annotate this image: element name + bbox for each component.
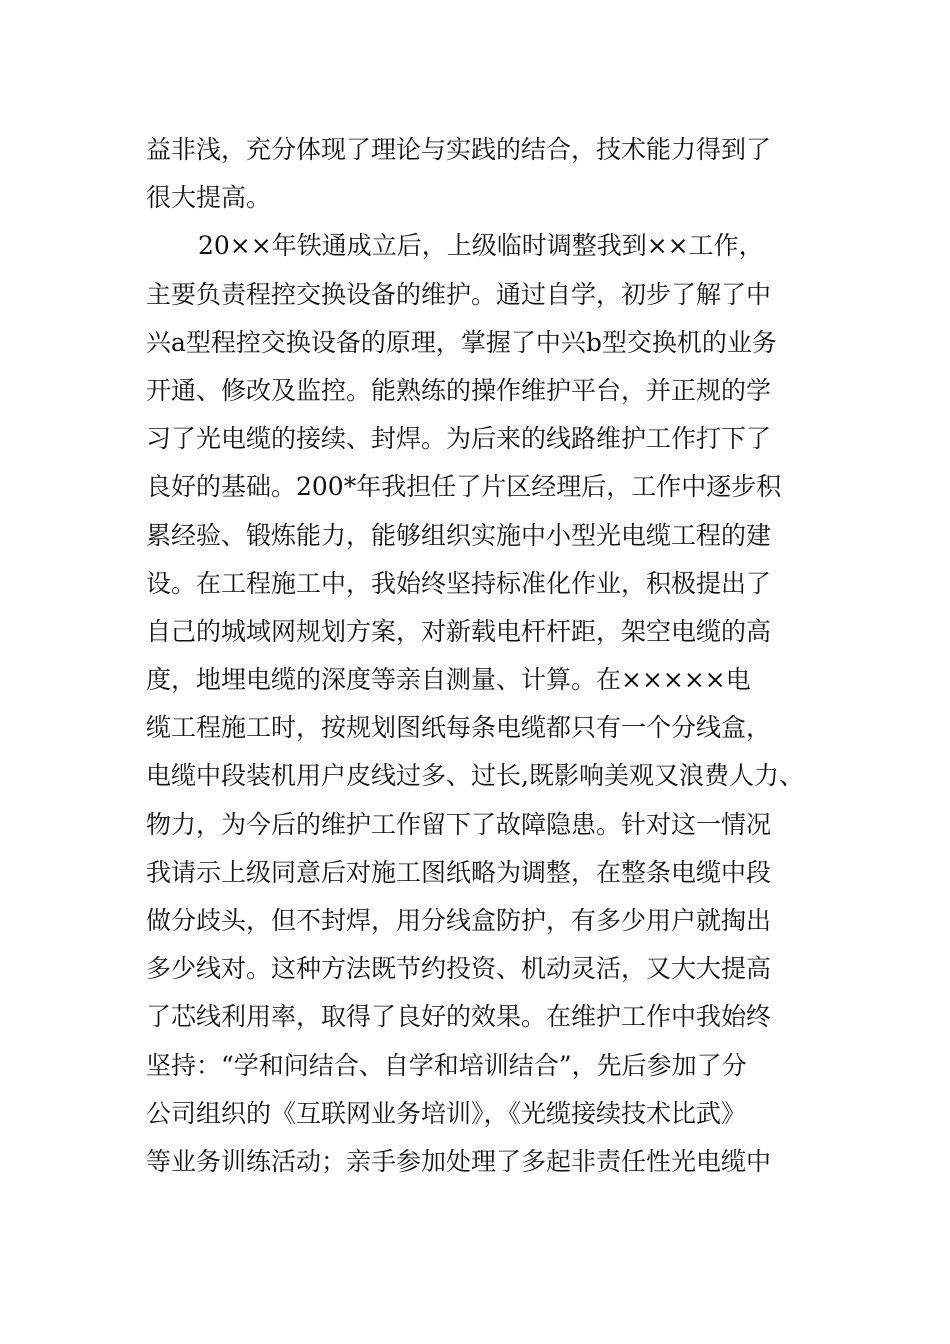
- text-line: 良好的基础。200*年我担任了片区经理后，工作中逐步积: [146, 472, 782, 502]
- text-line: 缆工程施工时，按规划图纸每条电缆都只有一个分线盒，: [146, 713, 772, 743]
- text-line: 度，地埋电缆的深度等亲自测量、计算。在×××××电: [146, 665, 751, 695]
- text-line: 坚持：“学和问结合、自学和培训结合”，先后参加了分: [146, 1050, 747, 1080]
- body-text: [146, 126, 826, 1186]
- text-line: 做分歧头，但不封焊，用分线盒防护，有多少用户就掏出: [146, 906, 772, 935]
- text-line: 了芯线利用率，取得了良好的效果。在维护工作中我始终: [146, 1002, 772, 1032]
- text-line: 设。在工程施工中，我始终坚持标准化作业，积极提出了: [146, 568, 772, 598]
- text-line: 累经验、锻炼能力，能够组织实施中小型光电缆工程的建: [146, 520, 772, 550]
- text-line: 多少线对。这种方法既节约投资、机动灵活，又大大提高: [146, 954, 772, 984]
- text-line: 电缆中段装机用户皮线过多、过长,既影响美观又浪费人力、: [146, 761, 804, 791]
- text-line: 我请示上级同意后对施工图纸略为调整，在整条电缆中段: [146, 857, 772, 887]
- text-line: 习了光电缆的接续、封焊。为后来的线路维护工作打下了: [146, 424, 772, 454]
- paragraph-start-line: 20××年铁通成立后，上级临时调整我到××工作，: [198, 231, 764, 261]
- text-line: 开通、修改及监控。能熟练的操作维护平台，并正规的学: [146, 375, 772, 405]
- text-line: 物力，为今后的维护工作留下了故障隐患。针对这一情况: [146, 809, 772, 839]
- text-line: 主要负责程控交换设备的维护。通过自学，初步了解了中: [146, 279, 772, 309]
- text-line: 等业务训练活动；亲手参加处理了多起非责任性光电缆中: [146, 1146, 772, 1176]
- text-line: 兴a型程控交换设备的原理，掌握了中兴b型交换机的业务: [146, 327, 777, 357]
- text-line: 益非浅，充分体现了理论与实践的结合，技术能力得到了: [146, 135, 772, 164]
- text-line: 很大提高。: [146, 183, 272, 213]
- text-line: 公司组织的《互联网业务培训》，《光缆接续技术比武》: [146, 1098, 747, 1128]
- text-line: 自己的城域网规划方案，对新载电杆杆距，架空电缆的高: [146, 616, 772, 646]
